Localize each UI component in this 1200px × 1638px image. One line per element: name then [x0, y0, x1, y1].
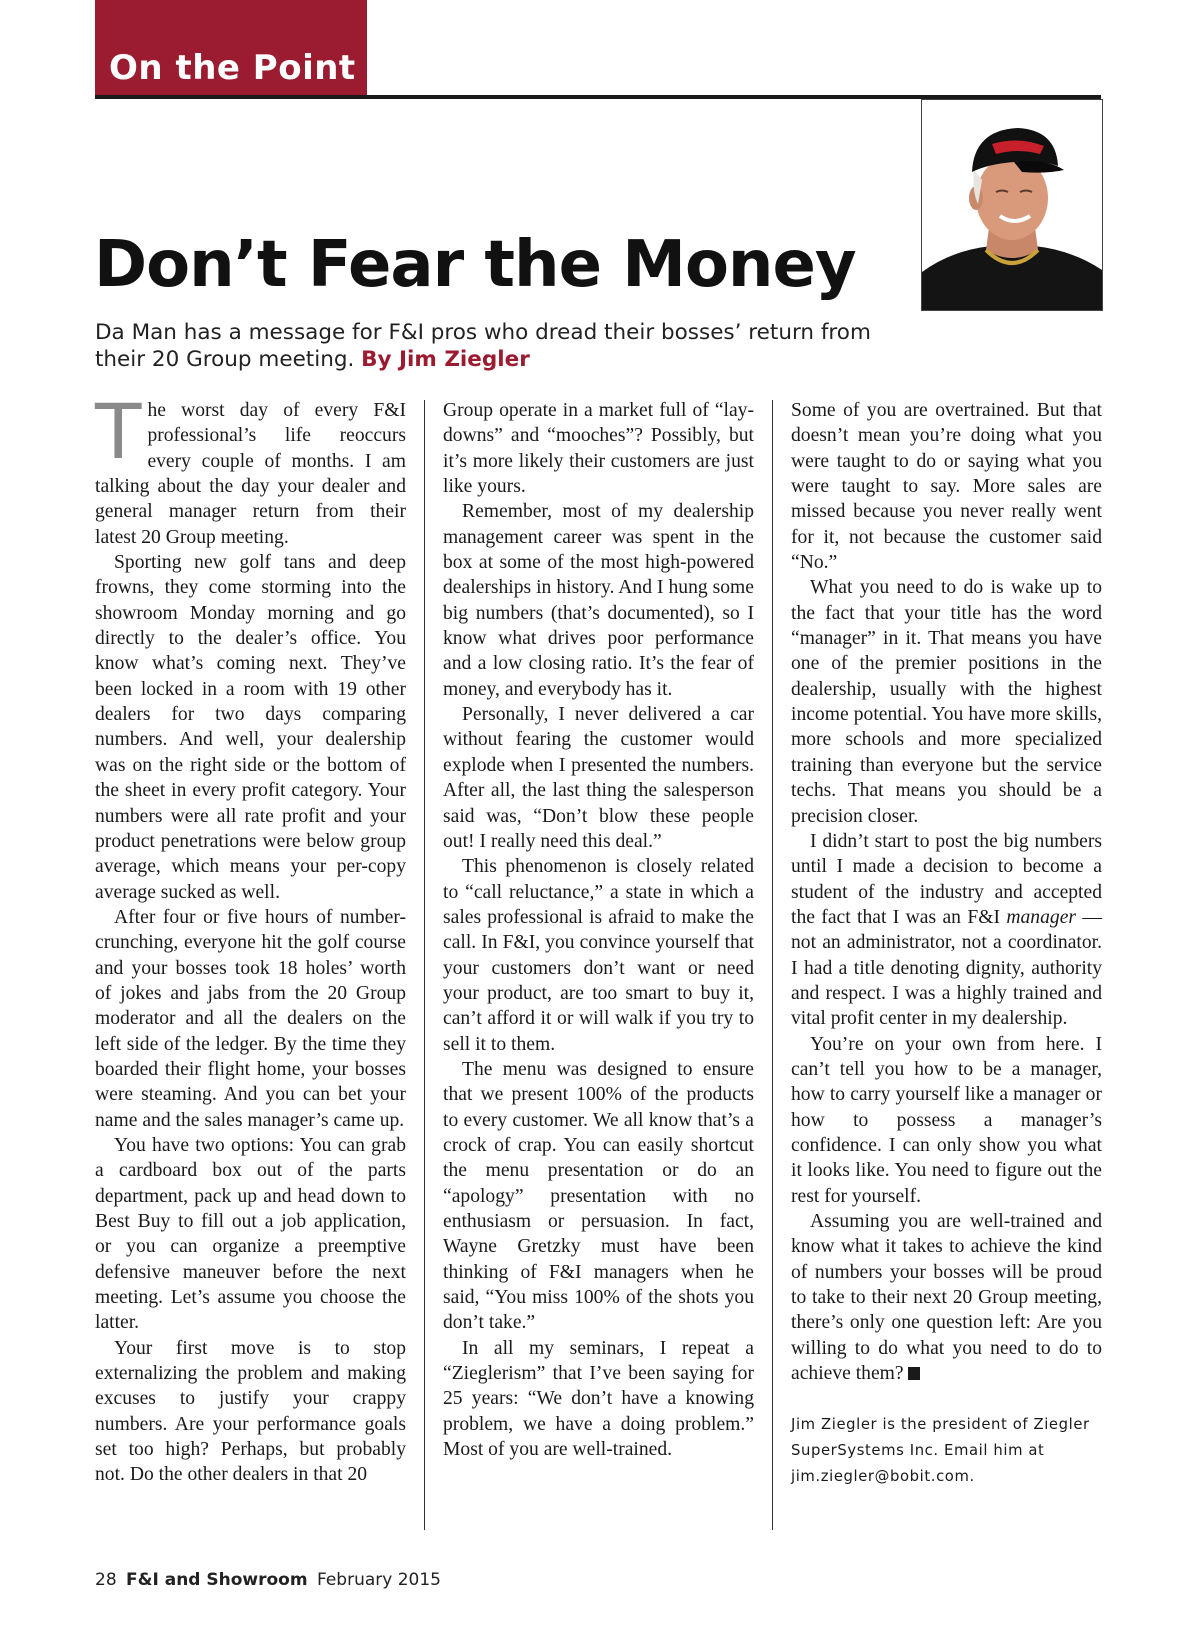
paragraph: In all my seminars, I repeat a “Zieglerism” that I’ve been saying for 25 years: “We don’t have a knowing problem, we have a doing problem.” Most of you are well-trained.	[443, 1337, 754, 1461]
magazine-name: F&I and Showroom	[126, 1570, 308, 1590]
paragraph-text: — not an administrator,	[791, 906, 1102, 954]
drop-cap: T	[95, 387, 142, 476]
author-portrait-image	[922, 100, 1102, 310]
page-number: 28	[95, 1570, 117, 1590]
byline: By Jim Ziegler	[361, 347, 530, 372]
issue-date: February 2015	[316, 1570, 441, 1590]
paragraph: Some of you are overtrained. But that doesn’t mean you’re doing what you were taught to do or saying what you were taught to say. More sales are missed because you never really went for it, not because the customer said “No.”	[791, 400, 1102, 574]
end-of-story-icon	[908, 1367, 920, 1380]
author-photo	[921, 99, 1103, 311]
article-column-2	[443, 398, 754, 1462]
headline: Don’t Fear the Money	[94, 228, 856, 302]
article-column-3	[791, 398, 1102, 1490]
paragraph: Remember, most of my dealership management career was spent in the box at some of the most high-powered dealerships in history. And I hung some big numbers (that’s documented), so I know what drives poor performance and a low closing ratio. It’s the fear of money, and everybody has it.	[443, 501, 754, 700]
paragraph: After four or five hours of number-crunching, everyone hit the golf course and your bosses took 18 holes’ worth of jokes and jabs from the 20 Group moderator and all the dealers on the left side of the ledger. By the time they boarded their flight home, your bosses were steaming. And you can bet your name and the sales manager’s came up.	[95, 906, 406, 1131]
page-footer	[95, 1570, 441, 1590]
paragraph: This phenomenon is closely related to “call reluctance,” a state in which a sales professional is afraid to make the call. In F&I, you convince yourself that your customers don’t want or need your product, are too smart to buy it, can’t afford it or will walk if you try to sell it to them.	[443, 856, 754, 1055]
paragraph: You’re on your own from here. I can’t tell you how to be a manager, how to carry yourself like a manager or how to possess a manager’s confidence. I can only show you what it looks like. You need to figure out the rest for yourself.	[791, 1033, 1102, 1207]
section-label: On the Point	[109, 48, 356, 88]
paragraph: You have two options: You can grab a cardboard box out of the parts department, pack up and head down to Best Buy to fill out a job application, or you can organize a preemptive defensive maneuver before the next meeting. Let’s assume you choose the latter.	[95, 1134, 406, 1334]
paragraph-text: Assuming you are well-trained and know what it takes to achieve the kind of numbers your bosses will be proud to take to their next 20 Group meeting, there’s only one question left: Are you willing to do what you need to do to achieve them?	[791, 1211, 1102, 1385]
column-divider	[424, 400, 425, 1530]
author-bio: Jim Ziegler is the president of Ziegler SuperSystems Inc. Email him at jim.ziegler@bobit.com.	[791, 1416, 1090, 1486]
paragraph: The menu was designed to ensure that we present 100% of the products to every customer. We all know that’s a crock of crap. You can easily shortcut the menu presentation or do an “apology” presentation with no enthusiasm or persuasion. In fact, Wayne Gretzky must have been thinking of F&I managers when he said, “You miss 100% of the shots you don’t take.”	[443, 1058, 754, 1334]
paragraph	[791, 829, 1102, 1032]
deck	[95, 319, 875, 373]
paragraph: Sporting new golf tans and deep frowns, they come storming into the showroom Monday morning and go directly to the dealer’s office. You know what’s coming next. They’ve been locked in a room with 19 other dealers for two days comparing numbers. And well, your dealership was on the right side or the bottom of the sheet in every profit category. Your numbers were all rate profit and your product penetrations were below group average, which means your per-copy average sucked as well.	[95, 552, 406, 903]
paragraph: Group operate in a market full of “lay-downs” and “mooches”? Possibly, but it’s more likely their customers are just like yours.	[443, 400, 754, 498]
paragraph: Your first move is to stop externalizing the problem and making excuses to justify your crappy numbers. Are your performance goals set too high? Perhaps, but probably not. Do the other dealers in that 20	[95, 1337, 406, 1486]
italic-word: manager	[1006, 906, 1077, 928]
section-tab	[95, 0, 367, 96]
paragraph	[95, 387, 406, 550]
paragraph: What you need to do is wake up to the fact that your title has the word “manager” in it. That means you have one of the premier positions in the dealership, usually with the highest income potential. You have more skills, more schools and more specialized training than everyone but the service techs. That means you should be a precision closer.	[791, 577, 1102, 827]
paragraph	[791, 1209, 1102, 1386]
paragraph: Personally, I never delivered a car without fearing the customer would explode when I presented the numbers. After all, the last thing the salesperson said was, “Don’t blow these people out! I really need this deal.”	[443, 704, 754, 852]
paragraph-text: I didn’t start to post the big numbers until I made a decision to become a student of the industry and accepted the fact that I was an F&I	[791, 830, 1102, 928]
article-column-1	[95, 387, 406, 1488]
paragraph-text: he worst day of every F&I professional’s life reoccurs every couple of months. I am talking about the day your dealer and general manager return from their latest 20 Group meeting.	[95, 400, 406, 548]
paragraph-text: not a coordinator. I had a title denoting dignity, authority and respect. I was a highly trained and vital profit center in my dealership.	[791, 932, 1102, 1030]
column-divider	[772, 400, 773, 1530]
deck-text: Da Man has a message for F&I pros who dread their bosses’ return from their 20 Group meeting.	[95, 320, 871, 372]
